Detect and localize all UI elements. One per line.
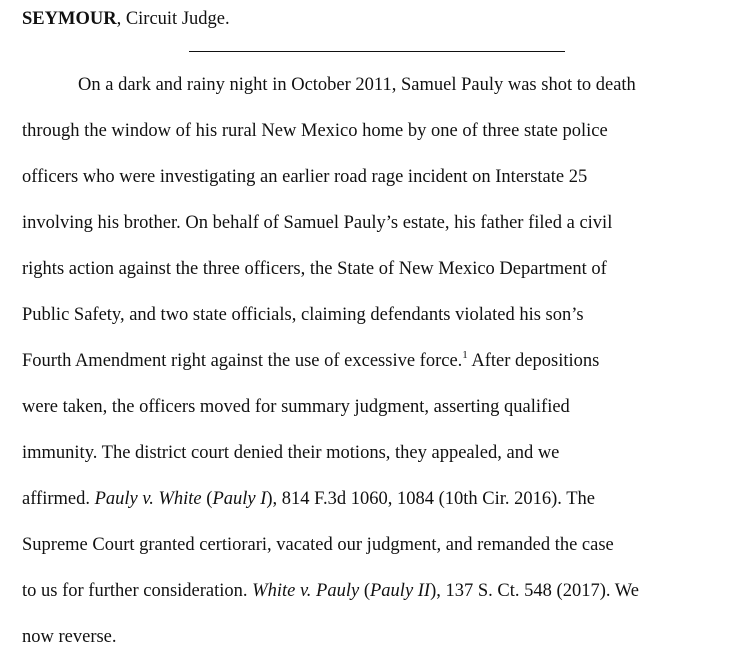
paragraph-line-12 — [22, 577, 742, 623]
citation-short-name: Pauly I — [212, 489, 267, 509]
citation-reporter: ), 137 S. Ct. 548 (2017). We — [430, 581, 639, 601]
paragraph-line-7 — [22, 347, 742, 393]
line-7-tail: After depositions — [467, 351, 600, 371]
judge-title: , Circuit Judge. — [116, 9, 230, 29]
paragraph-line-11: Supreme Court granted certiorari, vacated our judgment, and remanded the case — [22, 535, 614, 555]
citation-reporter: ), 814 F.3d 1060, 1084 (10th Cir. 2016). The — [266, 489, 595, 509]
judge-heading — [22, 7, 230, 31]
paragraph-line-13: now reverse. — [22, 627, 117, 647]
paragraph-line-9: immunity. The district court denied their motions, they appealed, and we — [22, 443, 560, 463]
line-10-text: affirmed. — [22, 489, 95, 509]
opinion-paragraph — [22, 71, 742, 669]
judge-name: SEYMOUR — [22, 9, 117, 29]
line-7-text: Fourth Amendment right against the use of excessive force. — [22, 351, 463, 371]
heading-divider — [189, 51, 565, 52]
paragraph-line-1: On a dark and rainy night in October 2011, Samuel Pauly was shot to death — [78, 75, 636, 95]
citation-case-name: Pauly v. White — [94, 489, 202, 509]
citation-open: ( — [359, 581, 370, 601]
citation-case-name: White v. Pauly — [252, 581, 360, 601]
paragraph-line-8: were taken, the officers moved for summary judgment, asserting qualified — [22, 397, 570, 417]
citation-open: ( — [201, 489, 213, 509]
line-12-text: to us for further consideration. — [22, 581, 253, 601]
paragraph-line-5: rights action against the three officers, the State of New Mexico Department of — [22, 259, 607, 279]
paragraph-line-2: through the window of his rural New Mexico home by one of three state police — [22, 121, 608, 141]
citation-short-name: Pauly II — [370, 581, 431, 601]
paragraph-line-3: officers who were investigating an earlier road rage incident on Interstate 25 — [22, 167, 588, 187]
paragraph-line-10 — [22, 485, 742, 531]
paragraph-line-4: involving his brother. On behalf of Samuel Pauly’s estate, his father filed a civil — [22, 213, 613, 233]
footnote-reference[interactable]: 1 — [462, 349, 468, 361]
paragraph-line-6: Public Safety, and two state officials, claiming defendants violated his son’s — [22, 305, 584, 325]
